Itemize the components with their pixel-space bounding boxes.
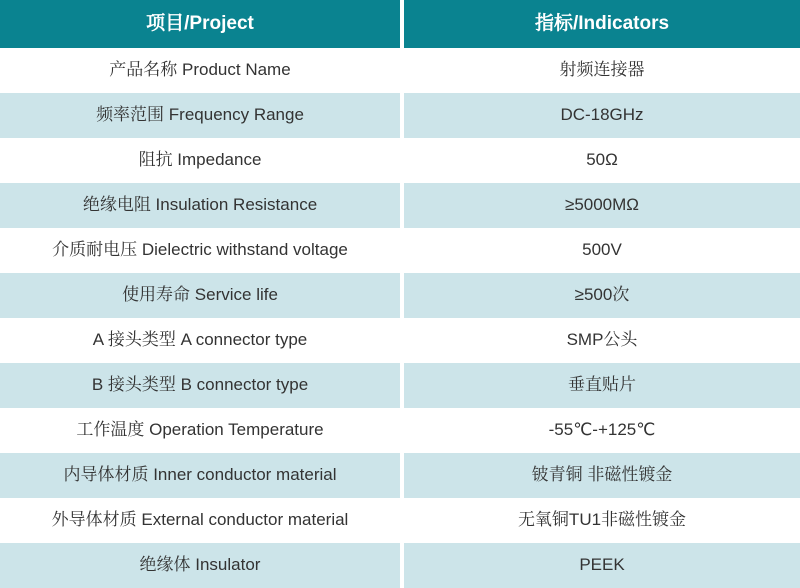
table-row xyxy=(0,318,800,363)
project-cell: 绝缘电阻 Insulation Resistance xyxy=(0,183,400,228)
indicator-cell: 铍青铜 非磁性镀金 xyxy=(404,453,800,498)
indicator-cell: 无氧铜TU1非磁性镀金 xyxy=(517,510,687,530)
project-cell: A 接头类型 A connector type xyxy=(92,330,308,350)
project-cell: 绝缘体 Insulator xyxy=(0,543,400,588)
indicator-cell: 50Ω xyxy=(586,150,618,170)
indicator-cell: PEEK xyxy=(404,543,800,588)
header-cell-project: 项目/Project xyxy=(0,0,400,48)
indicator-cell: DC-18GHz xyxy=(404,93,800,138)
table-row xyxy=(0,93,800,138)
table-row xyxy=(0,543,800,588)
project-cell: 介质耐电压 Dielectric withstand voltage xyxy=(52,240,348,260)
table-row xyxy=(0,453,800,498)
table-row xyxy=(0,273,800,318)
indicator-cell: SMP公头 xyxy=(566,330,638,350)
table-row xyxy=(0,408,800,453)
indicator-cell: 射频连接器 xyxy=(559,60,645,80)
header-cell-indicators: 指标/Indicators xyxy=(404,0,800,48)
indicator-cell: ≥500次 xyxy=(404,273,800,318)
table-row xyxy=(0,138,800,183)
project-cell: 工作温度 Operation Temperature xyxy=(76,420,324,440)
project-cell: 阻抗 Impedance xyxy=(138,150,262,170)
indicator-cell: 500V xyxy=(582,240,622,260)
table-header-row xyxy=(0,0,800,48)
project-cell: 频率范围 Frequency Range xyxy=(0,93,400,138)
project-cell: 使用寿命 Service life xyxy=(0,273,400,318)
indicator-cell: ≥5000MΩ xyxy=(404,183,800,228)
table-row xyxy=(0,183,800,228)
table-row xyxy=(0,498,800,543)
project-cell: 产品名称 Product Name xyxy=(109,60,291,80)
indicator-cell: -55℃-+125℃ xyxy=(548,420,656,440)
indicator-cell: 垂直贴片 xyxy=(404,363,800,408)
project-cell: 外导体材质 External conductor material xyxy=(51,510,349,530)
project-cell: B 接头类型 B connector type xyxy=(0,363,400,408)
table-body xyxy=(0,48,800,588)
table-row xyxy=(0,48,800,93)
project-cell: 内导体材质 Inner conductor material xyxy=(0,453,400,498)
table-row xyxy=(0,363,800,408)
table-row xyxy=(0,228,800,273)
